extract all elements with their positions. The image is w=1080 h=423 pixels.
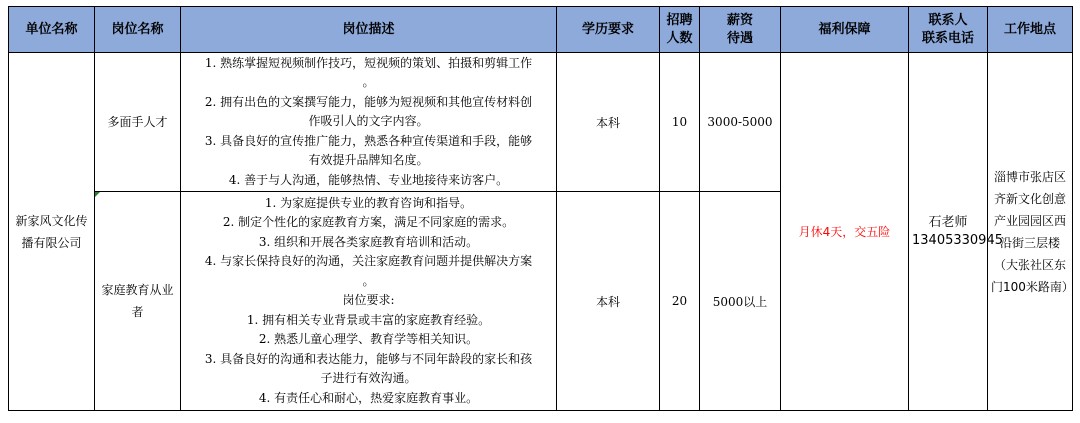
welfare-text: 月休4天，交五险 xyxy=(781,53,909,411)
job-education: 本科 xyxy=(557,192,660,411)
header-welfare: 福利保障 xyxy=(781,7,909,53)
job-count: 20 xyxy=(660,192,700,411)
description-line: 3. 具备良好的沟通和表达能力，能够与不同年龄段的家长和孩 xyxy=(204,351,533,366)
contact-name: 石老师 xyxy=(928,214,968,230)
description-line: 1. 熟练掌握短视频制作技巧，短视频的策划、拍摄和剪辑工作 xyxy=(204,55,533,70)
description-line: 4. 有责任心和耐心，热爱家庭教育事业。 xyxy=(258,390,479,405)
header-education: 学历要求 xyxy=(557,7,660,53)
description-line: 2. 熟悉儿童心理学、教育学等相关知识。 xyxy=(258,332,479,347)
description-line: 3. 具备良好的宣传推广能力，熟悉各种宣传渠道和手段，能够 xyxy=(204,133,533,148)
company-name: 新家风文化传播有限公司 xyxy=(9,53,95,411)
header-location: 工作地点 xyxy=(988,7,1073,53)
header-unit: 单位名称 xyxy=(9,7,95,53)
job-description xyxy=(181,192,557,411)
job-title: 多面手人才 xyxy=(95,53,181,192)
header-salary-line2: 待遇 xyxy=(726,30,753,46)
job-salary: 3000-5000 xyxy=(700,53,781,192)
description-line: 有效提升品牌知名度。 xyxy=(308,153,429,168)
header-contact xyxy=(909,7,988,53)
work-location: 淄博市张店区齐新文化创意产业园园区西沿街三层楼（大张社区东门100米路南） xyxy=(988,53,1073,411)
table-row xyxy=(9,53,1073,192)
description-line: 作吸引人的文字内容。 xyxy=(308,114,429,129)
job-description xyxy=(181,53,557,192)
description-line: 1. 拥有相关专业背景或丰富的家庭教育经验。 xyxy=(246,312,491,327)
header-description: 岗位描述 xyxy=(181,7,557,53)
description-line: 子进行有效沟通。 xyxy=(320,371,417,386)
description-line: 1. 为家庭提供专业的教育咨询和指导。 xyxy=(264,195,473,210)
description-line: 2. 拥有出色的文案撰写能力，能够为短视频和其他宣传材料创 xyxy=(204,94,533,109)
job-table xyxy=(8,6,1073,411)
requirements-heading: 岗位要求: xyxy=(342,293,395,308)
description-line: 。 xyxy=(362,273,375,288)
description-line: 2. 制定个性化的家庭教育方案，满足不同家庭的需求。 xyxy=(222,215,515,230)
description-line: 3. 组织和开展各类家庭教育培训和活动。 xyxy=(258,234,479,249)
header-position: 岗位名称 xyxy=(95,7,181,53)
job-salary: 5000以上 xyxy=(700,192,781,411)
contact-phone: 13405330945 xyxy=(912,232,1003,248)
contact-cell xyxy=(909,53,1003,411)
job-count: 10 xyxy=(660,53,700,192)
header-row xyxy=(9,7,1073,53)
header-salary xyxy=(700,7,781,53)
header-recruit-line2: 人数 xyxy=(666,30,693,46)
description-line: 4. 善于与人沟通，能够热情、专业地接待来访客户。 xyxy=(228,172,509,187)
header-contact-line1: 联系人 xyxy=(928,12,968,28)
job-education: 本科 xyxy=(557,53,660,192)
description-line: 4. 与家长保持良好的沟通，关注家庭教育问题并提供解决方案 xyxy=(204,254,533,269)
header-recruit-count xyxy=(660,7,700,53)
job-title: 家庭教育从业者 xyxy=(95,192,181,411)
description-line: 。 xyxy=(362,75,375,90)
header-contact-line2: 联系电话 xyxy=(921,30,974,46)
header-salary-line1: 薪资 xyxy=(726,12,753,28)
header-recruit-line1: 招聘 xyxy=(666,12,693,28)
